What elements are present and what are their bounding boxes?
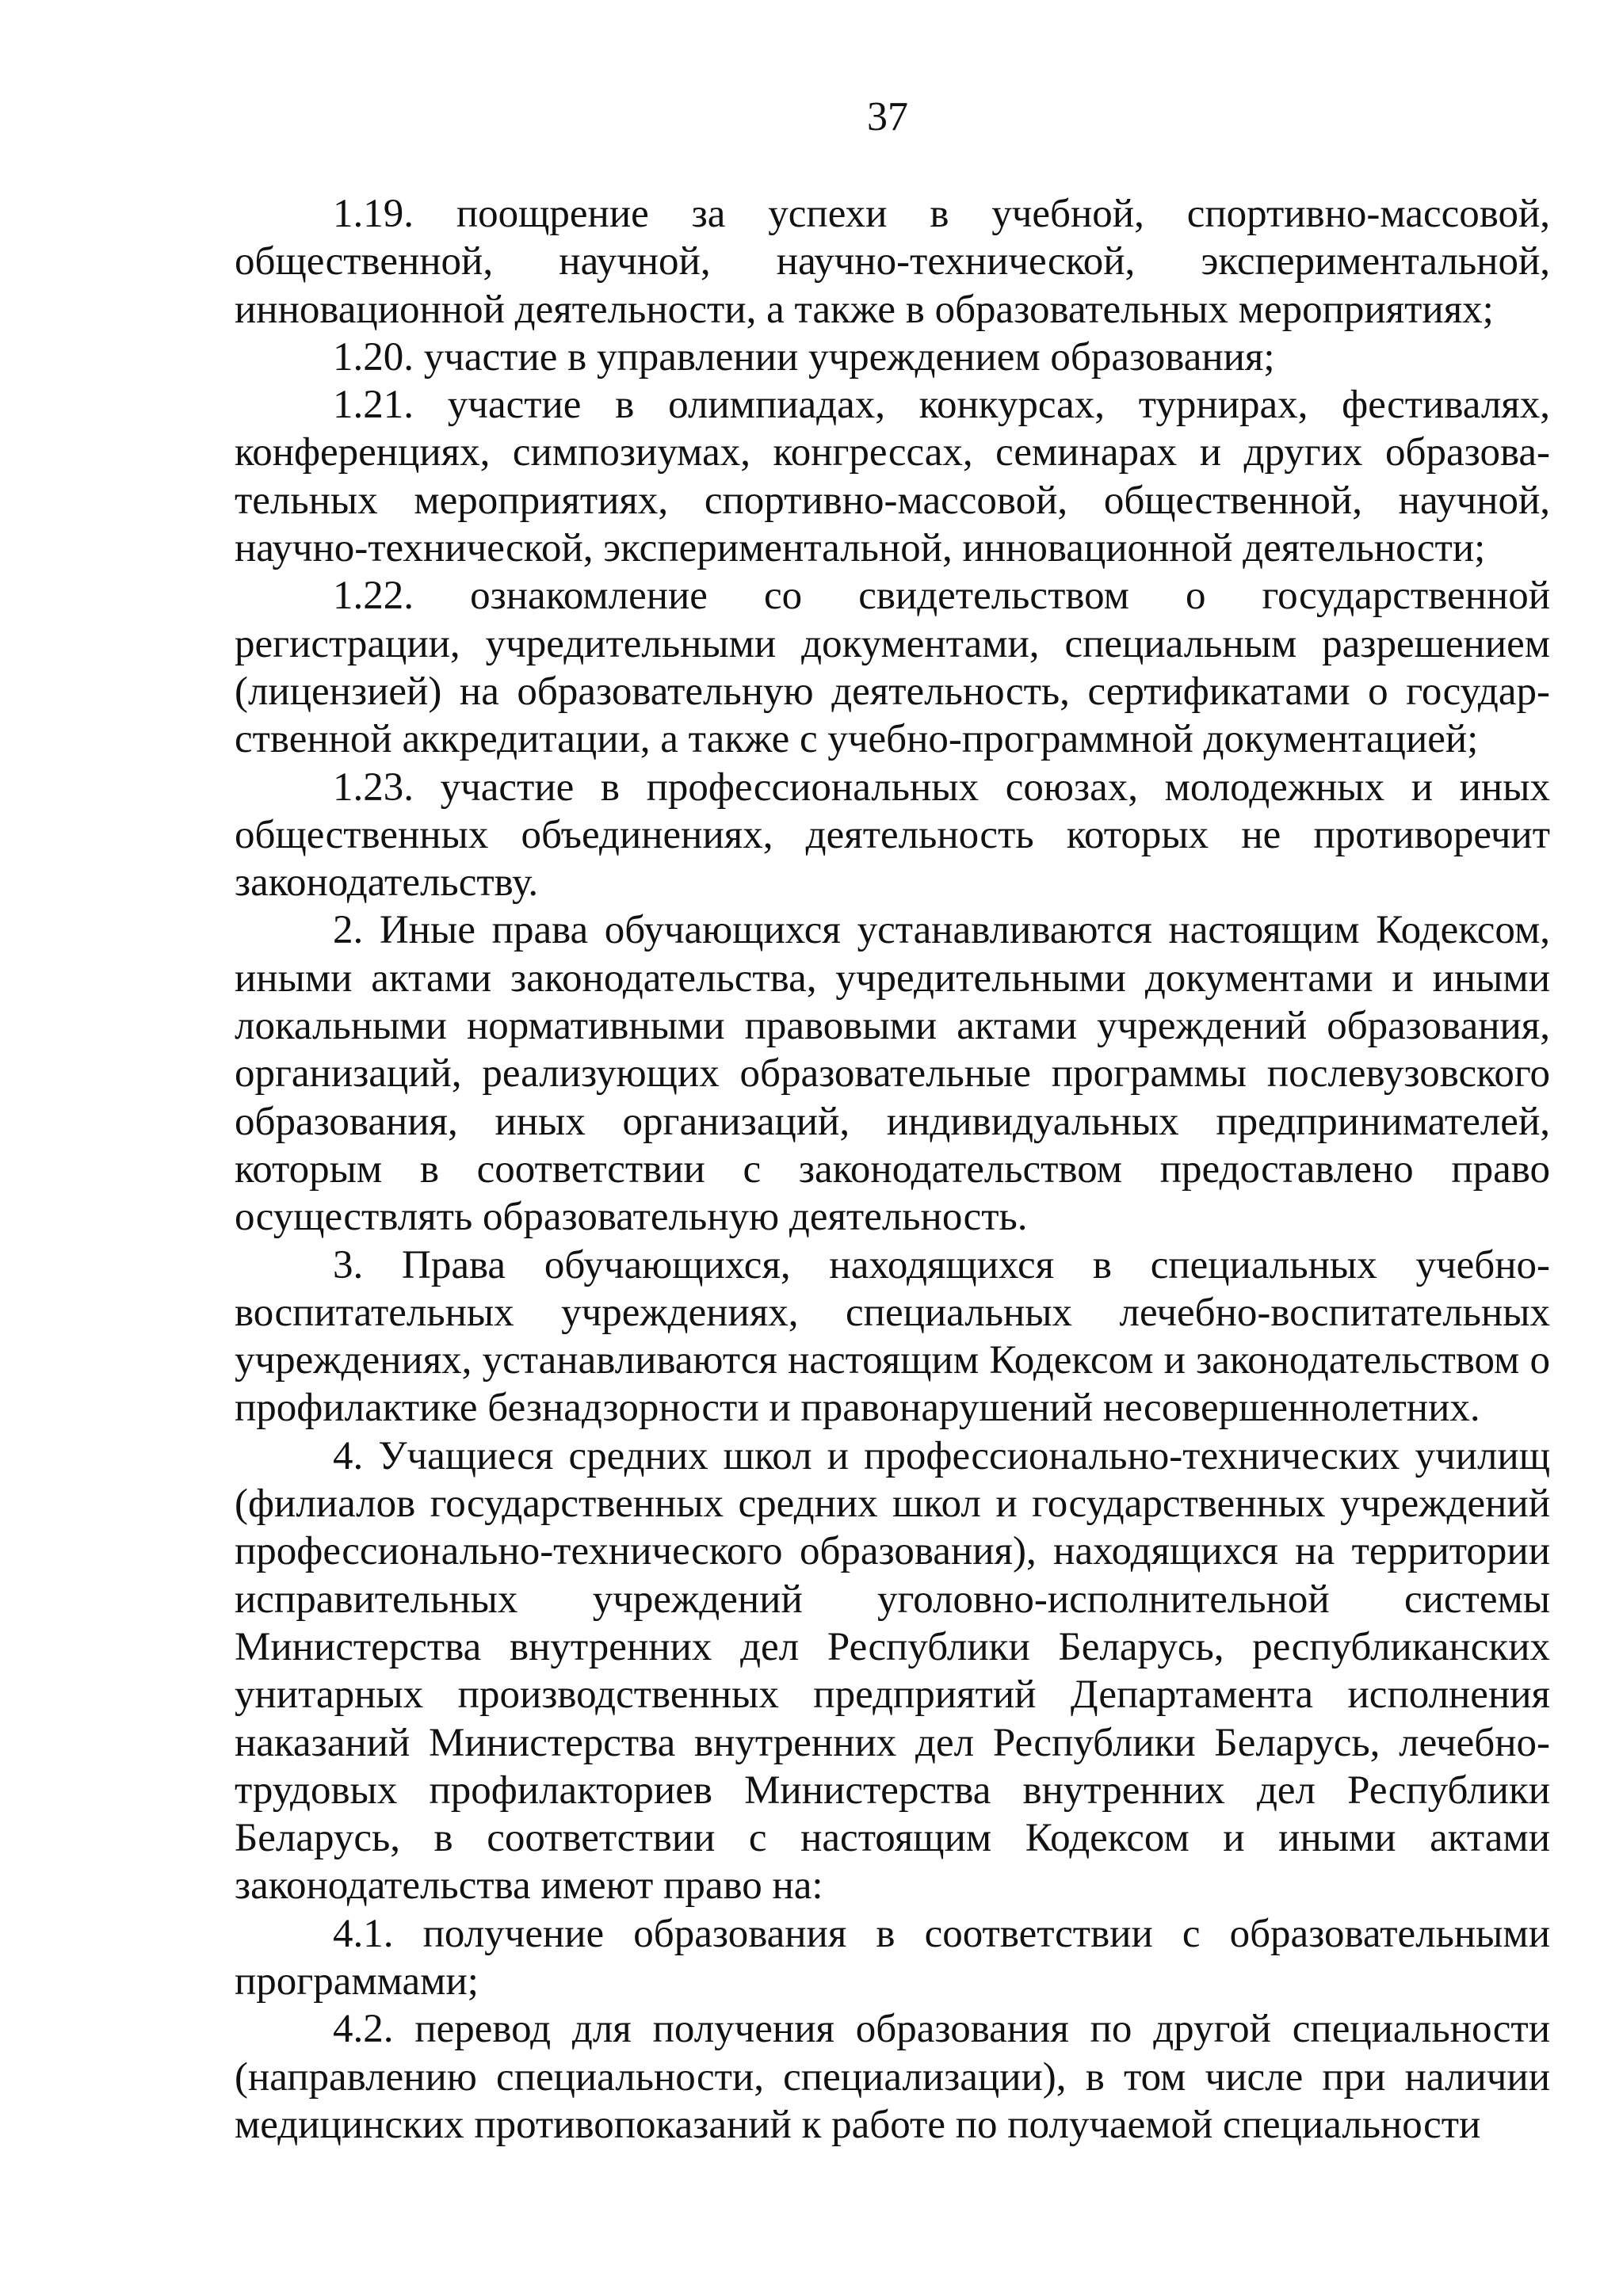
page-number: 37: [867, 94, 908, 139]
document-body: [235, 190, 1550, 2149]
paragraph-1-23: 1.23. участие в профессиональных союзах, молодежных и иных общественных объединениях, деятельность которых не противоречит законодательству.: [235, 765, 1550, 906]
paragraph-1-21: 1.21. участие в олимпиадах, конкурсах, турнирах, фестивалях, конференциях, симпозиумах, конгрессах, семинарах и других образова-тельных мероприятиях, спортивно-массовой, общественной, научной, научно-технической, экспериментальной, инновационной деятельности;: [235, 383, 1550, 571]
paragraph-1-20: 1.20. участие в управлении учреждением образования;: [333, 334, 1275, 379]
paragraph-2: 2. Иные права обучающихся устанавливаются настоящим Кодексом, иными актами законодательства, учредительными документами и иными локальными нормативными правовыми актами учреждений образования, организаций, реализующих образовательные программы послевузовского образования, иных организаций, индивидуальных предпринимателей, которым в соответствии с законодательством предоставлено право осуществлять образовательную деятельность.: [235, 908, 1550, 1240]
paragraph-1-22: 1.22. ознакомление со свидетельством о государственной регистрации, учредительными документами, специальным разрешением (лицензией) на образовательную деятельность, сертификатами о государ-ственной аккредитации, а также с учебно-программной документацией;: [235, 574, 1550, 762]
paragraph-1-19: 1.19. поощрение за успехи в учебной, спортивно-массовой, общественной, научной, научно-технической, экспериментальной, инновационной деятельности, а также в образовательных мероприятиях;: [235, 192, 1550, 332]
paragraph-4: 4. Учащиеся средних школ и профессионально-технических училищ (филиалов государственных средних школ и государственных учреждений профессионально-технического образования), находящихся на территории исправительных учреждений уголовно-исполнительной системы Министерства внутренних дел Республики Беларусь, республиканских унитарных производственных предприятий Департамента исполнения наказаний Министерства внутренних дел Республики Беларусь, лечебно-трудовых профилакториев Министерства внутренних дел Республики Беларусь, в соответствии с настоящим Кодексом и иными актами законодательства имеют право на:: [235, 1433, 1550, 1909]
paragraph-4-2: 4.2. перевод для получения образования по другой специальности (направлению специальности, специализации), в том числе при наличии медицинских противопоказаний к работе по получаемой специальности: [235, 2007, 1550, 2147]
paragraph-3: 3. Права обучающихся, находящихся в специальных учебно-воспитательных учреждениях, специальных лечебно-воспитательных учреждениях, устанавливаются настоящим Кодексом и законодательством о профилактике безнадзорности и правонарушений несовершеннолетних.: [235, 1242, 1550, 1431]
paragraph-4-1: 4.1. получение образования в соответствии с образовательными программами;: [235, 1911, 1550, 2004]
